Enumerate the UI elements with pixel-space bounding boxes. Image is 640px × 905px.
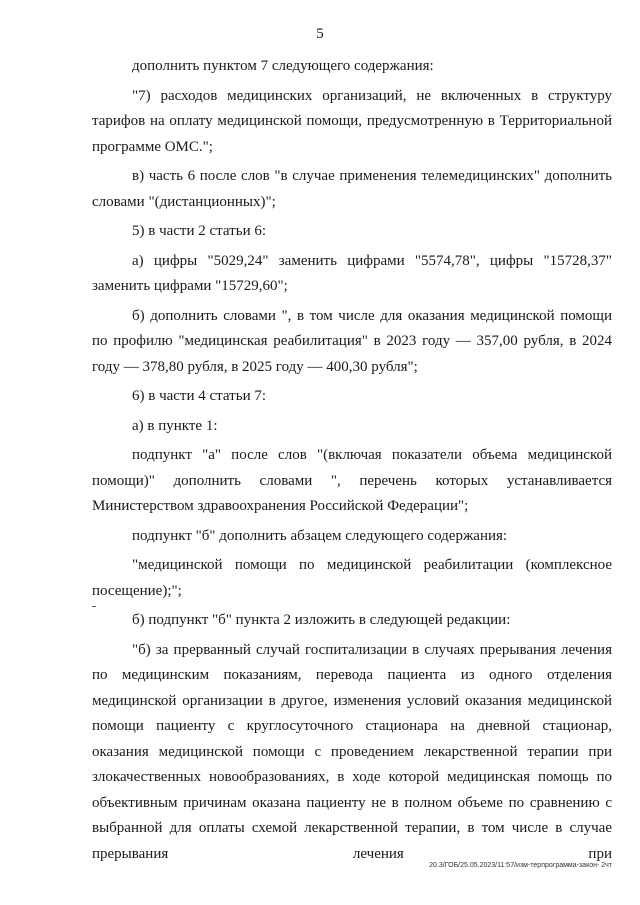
paragraph: подпункт "а" после слов "(включая показатели объема медицинской помощи)" дополнить словами ", перечень которых устанавливается Министерством здравоохранения Российской Федерации"; bbox=[92, 447, 612, 514]
document-body bbox=[92, 54, 612, 867]
paragraph: а) цифры "5029,24" заменить цифрами "5574,78", цифры "15728,37" заменить цифрами "15729,60"; bbox=[92, 252, 612, 294]
paragraph: 6) в части 4 статьи 7: bbox=[132, 388, 267, 404]
paragraph: "7) расходов медицинских организаций, не включенных в структуру тарифов на оплату медицинской помощи, предусмотренную в Территориальной программе ОМС."; bbox=[92, 87, 612, 155]
document-footer-code: 20.3/ГОБ/25.05.2023/11:57/изм-терпрограмма-закон- 2чт bbox=[429, 862, 612, 869]
paragraph: "медицинской помощи по медицинской реабилитации (комплексное посещение);"; bbox=[92, 557, 612, 599]
paragraph: в) часть 6 после слов "в случае применения телемедицинских" дополнить словами "(дистанционных)"; bbox=[92, 168, 612, 210]
paragraph: дополнить пунктом 7 следующего содержания: bbox=[132, 58, 434, 74]
paragraph: а) в пункте 1: bbox=[132, 417, 218, 434]
paragraph: 5) в части 2 статьи 6: bbox=[132, 223, 267, 239]
paragraph: б) подпункт "б" пункта 2 изложить в следующей редакции: bbox=[132, 612, 511, 628]
page-number: 5 bbox=[316, 26, 324, 42]
paragraph: б) дополнить словами ", в том числе для оказания медицинской помощи по профилю "медицинская реабилитация" в 2023 году — 357,00 рубля, в 2024 году — 378,80 рубля, в 2025 году — 400,30 рубля"; bbox=[92, 307, 612, 375]
paragraph: "б) за прерванный случай госпитализации в случаях прерывания лечения по медицинским показаниям, перевода пациента из одного отделения медицинской организации в другое, изменения условий оказания медицинской помощи пациенту с круглосуточного стационара на дневной стационар, оказания медицинской помощи с проведением лекарственной терапии при злокачественных новообразованиях, в ходе которой медицинская помощь по объективным причинам оказана пациенту не в полном объеме по сравнению с выбранной для оплаты схемой лекарственной терапии, в том числе в случае прерывания лечения при bbox=[92, 641, 612, 862]
paragraph: подпункт "б" дополнить абзацем следующего содержания: bbox=[132, 527, 508, 544]
